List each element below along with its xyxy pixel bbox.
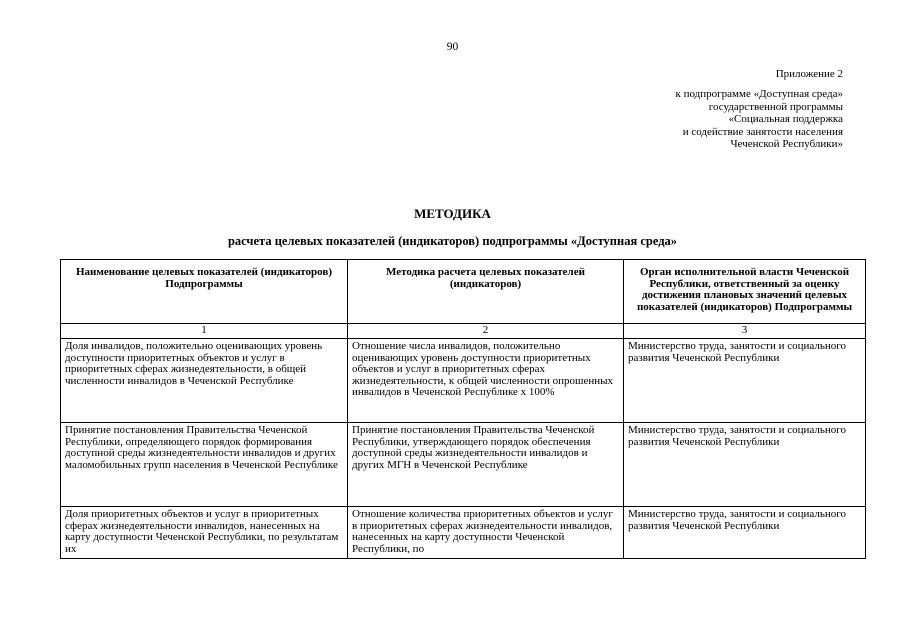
column-number: 2 <box>348 324 624 339</box>
column-number: 3 <box>624 324 866 339</box>
appendix-reference-line: Чеченской Республики» <box>730 138 843 150</box>
appendix-reference-line: «Социальная поддержка <box>728 113 843 125</box>
appendix-label: Приложение 2 <box>775 68 843 80</box>
table-header-row <box>61 260 866 324</box>
indicator-cell: Принятие постановления Правительства Чеченской Республики, определяющего порядок формирования доступной среды жизнедеятельности инвалидов и других маломобильных групп населения в Чеченской Республике <box>61 423 348 507</box>
column-number-row <box>61 324 866 339</box>
method-cell: Отношение количества приоритетных объектов и услуг в приоритетных сферах жизнедеятельности инвалидов, нанесенных на карту доступности Чеченской Республики, по <box>348 507 624 559</box>
table-row <box>61 339 866 423</box>
header-responsible-authority: Орган исполнительной власти Чеченской Республики, ответственный за оценку достижения плановых значений целевых показателей (индикаторов) Подпрограммы <box>624 260 866 324</box>
appendix-reference-line: и содействие занятости населения <box>682 125 843 138</box>
authority-cell: Министерство труда, занятости и социального развития Чеченской Республики <box>624 507 866 559</box>
authority-cell: Министерство труда, занятости и социального развития Чеченской Республики <box>624 423 866 507</box>
document-title: МЕТОДИКА <box>414 206 491 221</box>
indicator-cell: Доля инвалидов, положительно оценивающих уровень доступности приоритетных объектов и услуг в приоритетных сферах жизнедеятельности, в общей численности инвалидов в Чеченской Республике <box>61 339 348 423</box>
indicator-cell: Доля приоритетных объектов и услуг в приоритетных сферах жизнедеятельности инвалидов, нанесенных на карту доступности Чеченской Республики, по результатам их <box>61 507 348 559</box>
table-row <box>61 423 866 507</box>
header-calculation-method: Методика расчета целевых показателей (индикаторов) <box>348 260 624 324</box>
appendix-reference-line: к подпрограмме «Доступная среда» <box>675 88 843 100</box>
header-indicator-name: Наименование целевых показателей (индикаторов) Подпрограммы <box>61 260 348 324</box>
method-cell: Принятие постановления Правительства Чеченской Республики, утверждающего порядок обеспечения доступной среды жизнедеятельности инвалидов и других МГН в Чеченской Республике <box>348 423 624 507</box>
methodology-table <box>60 259 866 559</box>
column-number: 1 <box>61 324 348 339</box>
appendix-reference-line: государственной программы <box>708 100 843 113</box>
document-subtitle: расчета целевых показателей (индикаторов) подпрограммы «Доступная среда» <box>227 234 678 248</box>
page-number: 90 <box>446 41 459 53</box>
method-cell: Отношение числа инвалидов, положительно оценивающих уровень доступности приоритетных объектов и услуг в приоритетных сферах жизнедеятельности, к общей численности опрошенных инвалидов в Чеченской Республике х 100% <box>348 339 624 423</box>
appendix-reference <box>676 88 843 151</box>
authority-cell: Министерство труда, занятости и социального развития Чеченской Республики <box>624 339 866 423</box>
table-row <box>61 507 866 559</box>
